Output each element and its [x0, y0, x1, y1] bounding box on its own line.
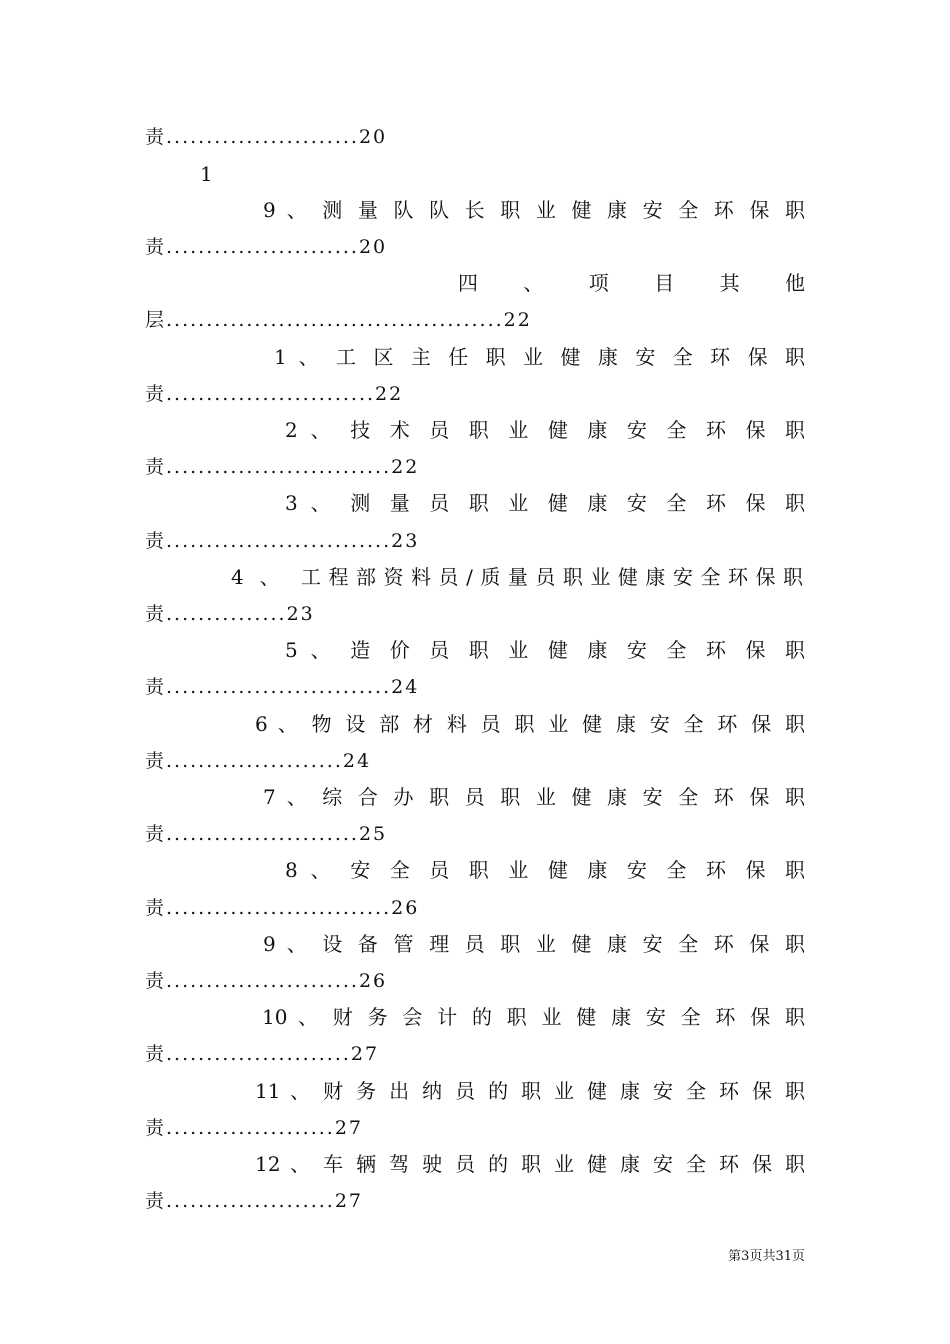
toc-line-tail: 责.....................27	[145, 1190, 364, 1212]
toc-line-head: 5 、 造 价 员 职 业 健 康 安 全 环 保 职	[285, 638, 805, 662]
toc-line-tail: 责............................22	[145, 456, 420, 478]
toc-line-tail: 责........................26	[145, 970, 388, 992]
page-number-marker: 1	[200, 162, 213, 186]
toc-line-head: 2 、 技 术 员 职 业 健 康 安 全 环 保 职	[285, 418, 805, 442]
toc-line-tail: 责..........................22	[145, 383, 404, 405]
toc-line-head: 9 、 测 量 队 队 长 职 业 健 康 安 全 环 保 职	[263, 198, 805, 222]
toc-line-tail: 责............................23	[145, 530, 420, 552]
toc-line-tail: 责............................26	[145, 897, 420, 919]
toc-line-head: 8 、 安 全 员 职 业 健 康 安 全 环 保 职	[285, 858, 805, 882]
toc-line-head: 11 、 财 务 出 纳 员 的 职 业 健 康 安 全 环 保 职	[255, 1079, 805, 1103]
toc-line-tail: 责............................24	[145, 676, 420, 698]
toc-line-head: 6 、 物 设 部 材 料 员 职 业 健 康 安 全 环 保 职	[255, 712, 805, 736]
toc-line-tail: 责.......................27	[145, 1043, 380, 1065]
toc-line-tail: 责........................20	[145, 236, 388, 258]
toc-line-head: 12 、 车 辆 驾 驶 员 的 职 业 健 康 安 全 环 保 职	[255, 1152, 805, 1176]
toc-line-head: 10 、 财 务 会 计 的 职 业 健 康 安 全 环 保 职	[262, 1005, 805, 1029]
page-footer: 第3页共31页	[728, 1249, 805, 1264]
toc-section-head: 四 、 项 目 其 他	[458, 271, 805, 295]
toc-line-tail: 责.....................27	[145, 1117, 364, 1139]
toc-line-tail: 责........................20	[145, 126, 388, 148]
toc-line-head: 9 、 设 备 管 理 员 职 业 健 康 安 全 环 保 职	[263, 932, 805, 956]
toc-line-tail: 层..........................................22	[145, 309, 532, 331]
toc-line-head: 1 、 工 区 主 任 职 业 健 康 安 全 环 保 职	[274, 345, 805, 369]
toc-line-head: 3 、 测 量 员 职 业 健 康 安 全 环 保 职	[285, 491, 805, 515]
toc-line-tail: 责........................25	[145, 823, 388, 845]
toc-line-tail: 责......................24	[145, 750, 372, 772]
toc-line-head: 4 、 工程部资料员/质量员职业健康安全环保职	[231, 565, 805, 589]
toc-line-tail: 责...............23	[145, 603, 315, 625]
toc-line-head: 7 、 综 合 办 职 员 职 业 健 康 安 全 环 保 职	[263, 785, 805, 809]
